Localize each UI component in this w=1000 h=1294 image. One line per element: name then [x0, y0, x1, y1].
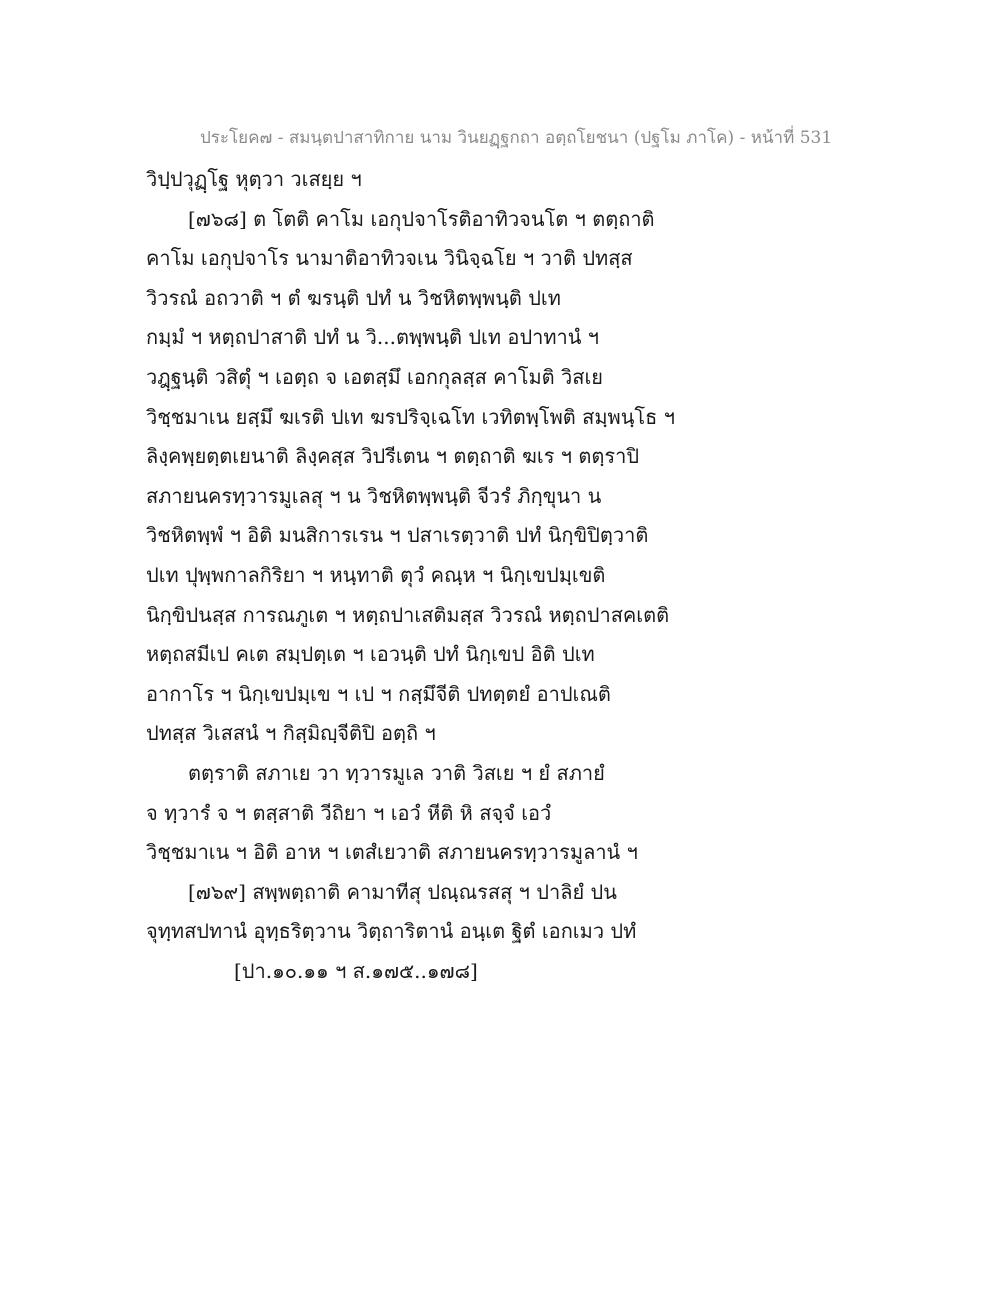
- text-line: ปทสฺส วิเสสนํ ฯ กิสฺมิญฺจีติปิ อตฺถิ ฯ: [146, 721, 436, 746]
- text-line: วฎฺฐนฺติ วสิตุํ ฯ เอตฺถ จ เอตสฺมึ เอกกุลสฺส คาโมติ วิสเย: [146, 364, 604, 389]
- text-line: จุทฺทสปทานํ อุทฺธริตฺวาน วิตฺถาริตานํ อนฺเต ฐิตํ เอกเมว ปทํ: [146, 919, 637, 944]
- paragraph-start-line: [๗๖๘] ต โตติ คาโม เอกุปจาโรติอาทิวจนโต ฯ ตตฺถาติ: [188, 206, 655, 231]
- text-line: ปเท ปุพฺพกาลกิริยา ฯ หนฺทาติ ตุวํ คณฺห ฯ นิกฺเขปมฺเขติ: [146, 562, 606, 587]
- paragraph-start-line: ตตฺราติ สภาเย วา ทฺวารมูเล วาติ วิสเย ฯ ยํ สภายํ: [188, 760, 605, 785]
- text-line: ลิงฺคพฺยตฺตเยนาติ ลิงฺคสฺส วิปรีเตน ฯ ตตฺถาติ ฆเร ฯ ตตฺราปิ: [146, 444, 640, 469]
- body-text: [146, 160, 906, 991]
- text-line: วิวรณํ อถวาติ ฯ ตํ ฆรนฺติ ปทํ น วิชหิตพฺพนฺติ ปเท: [146, 285, 561, 310]
- text-line: หตฺถสมีเป คเต สมฺปตฺเต ฯ เอวนฺติ ปทํ นิกฺเขป อิติ ปเท: [146, 642, 595, 667]
- text-line: นิกฺขิปนสฺส การณภูเต ฯ หตฺถปาเสติมสฺส วิวรณํ หตฺถปาสคเตติ: [146, 602, 670, 627]
- paragraph-start-line: [๗๖๙] สพฺพตฺถาติ คามาทีสุ ปณฺณรสสุ ฯ ปาลิยํ ปน: [188, 879, 617, 904]
- text-line: วิปฺปวุฏฺโฐ หุตฺวา วเสยฺย ฯ: [146, 167, 362, 191]
- text-line: วิชหิตพฺพํ ฯ อิติ มนสิการเรน ฯ ปสาเรตฺวาติ ปทํ นิกฺขิปิตฺวาติ: [146, 523, 649, 548]
- text-line: คาโม เอกุปจาโร นามาติอาทิวจเน วินิจฺฉโย ฯ วาติ ปทสฺส: [146, 246, 633, 271]
- text-line: วิชฺชมาเน ฯ อิติ อาห ฯ เตสํเยวาติ สภายนครทฺวารมูลานํ ฯ: [146, 840, 638, 865]
- page-header: ประโยค๗ - สมนฺตปาสาทิกาย นาม วินยฏฺฐกถา อตฺถโยชนา (ปฐโม ภาโค) - หน้าที่ 531: [200, 128, 833, 148]
- text-line: อากาโร ฯ นิกฺเขปมฺเข ฯ เป ฯ กสฺมึจีติ ปทตฺตยํ อาปเณติ: [146, 681, 611, 706]
- text-line: สภายนครทฺวารมูเลสุ ฯ น วิชหิตพฺพนฺติ จีวรํ ภิกฺขุนา น: [146, 483, 602, 508]
- text-line: กมฺมํ ฯ หตฺถปาสาติ ปทํ น วิ...ตพฺพนฺติ ปเท อปาทานํ ฯ: [146, 325, 600, 350]
- text-line: วิชฺชมาเน ยสฺมึ ฆเรติ ปเท ฆรปริจฺเฉโท เวทิตพฺโพติ สมฺพนฺโธ ฯ: [146, 404, 675, 429]
- reference-line: [ปา.๑๐.๑๑ ฯ ส.๑๗๕..๑๗๘]: [234, 958, 478, 983]
- text-line: จ ทฺวารํ จ ฯ ตสฺสาติ วีถิยา ฯ เอวํ หีติ หิ สจฺจํ เอวํ: [146, 800, 552, 825]
